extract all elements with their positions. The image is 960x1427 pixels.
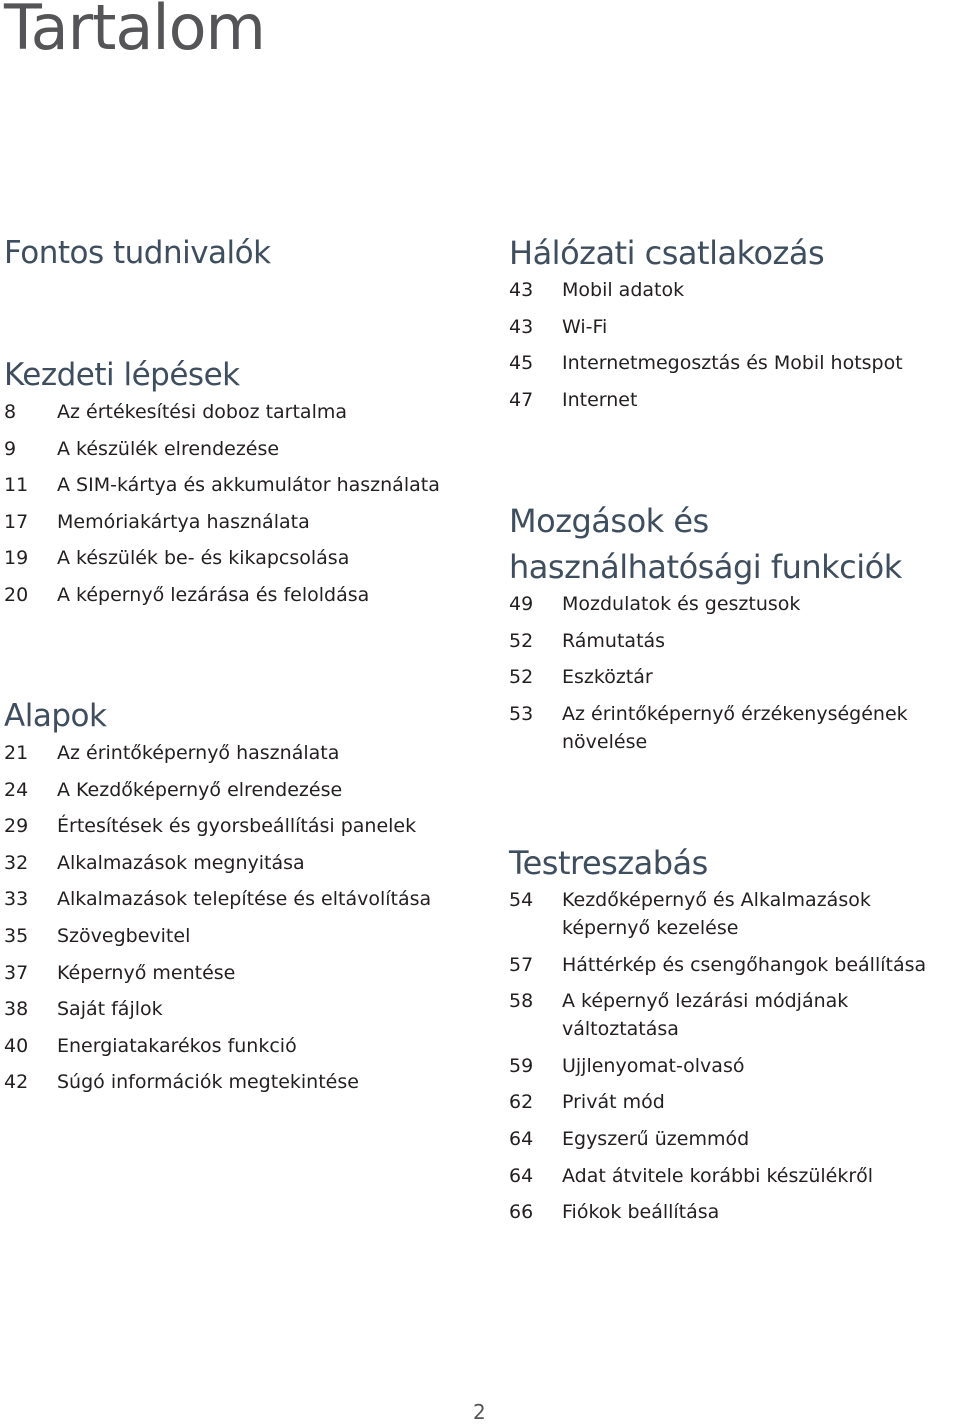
toc-list [509, 590, 960, 756]
toc-entry[interactable] [4, 812, 484, 840]
toc-entry[interactable] [509, 627, 960, 655]
toc-entry-text: A készülék elrendezése [57, 437, 280, 460]
toc-page-number: 49 [509, 593, 534, 615]
section-title[interactable]: Testreszabás [509, 844, 708, 882]
toc-page-number: 53 [509, 702, 534, 725]
toc-entry-text: A SIM-kártya és akkumulátor használata [57, 474, 440, 497]
toc-entry[interactable] [4, 544, 484, 572]
toc-entry-text: Privát mód [562, 1091, 665, 1114]
toc-entry[interactable] [509, 590, 960, 618]
toc-entry[interactable] [509, 276, 960, 304]
toc-entry-text: Súgó információk megtekintése [57, 1071, 359, 1094]
section-title[interactable]: Kezdeti lépések [4, 357, 240, 393]
toc-page-number: 57 [509, 953, 534, 976]
toc-entry[interactable] [509, 663, 960, 691]
section-kezdeti-lepesek [4, 352, 484, 618]
toc-entry-text: Háttérkép és csengőhangok beállítása [562, 953, 927, 976]
toc-entry[interactable] [4, 776, 484, 804]
toc-entry[interactable] [4, 398, 484, 426]
toc-entry-text: Az érintőképernyő használata [57, 742, 340, 764]
section-testreszabas [509, 840, 960, 1235]
toc-entry-text: Energiatakarékos funkció [57, 1034, 297, 1057]
toc-entry-text: Saját fájlok [57, 998, 163, 1021]
toc-entry-text: Internetmegosztás és Mobil hotspot [562, 352, 903, 375]
toc-page-number: 20 [4, 583, 29, 606]
toc-page-number: 8 [4, 401, 17, 423]
section-title[interactable]: Alapok [4, 698, 107, 734]
section-fontos-tudnivalok [4, 230, 484, 276]
toc-entry-text: Az értékesítési doboz tartalma [57, 401, 348, 423]
toc-entry-text: Eszköztár [562, 666, 653, 689]
toc-page-number: 38 [4, 998, 29, 1021]
toc-entry-text: Értesítések és gyorsbeállítási panelek [57, 815, 417, 838]
toc-entry-text: A képernyő lezárása és feloldása [57, 583, 370, 606]
toc-entry[interactable] [4, 959, 484, 987]
toc-entry-text: Alkalmazások telepítése és eltávolítása [57, 888, 432, 911]
toc-entry-text: Wi-Fi [562, 315, 608, 338]
page-title: Tartalom [4, 0, 265, 64]
toc-page-number: 62 [509, 1091, 534, 1114]
toc-entry-text: A készülék be- és kikapcsolása [57, 547, 350, 570]
toc-entry[interactable] [4, 508, 484, 536]
page-number: 2 [473, 1400, 486, 1424]
toc-entry[interactable] [509, 886, 960, 942]
section-title[interactable]: Mozgások és használhatósági funkciók [509, 502, 902, 586]
toc-entry[interactable] [509, 386, 960, 414]
toc-page-number: 42 [4, 1071, 29, 1094]
toc-page-number: 52 [509, 629, 534, 652]
toc-page-number: 47 [509, 388, 534, 411]
toc-entry[interactable] [509, 313, 960, 341]
toc-page-number: 29 [4, 815, 29, 838]
toc-entry[interactable] [4, 885, 484, 913]
toc-entry[interactable] [509, 951, 960, 979]
toc-list [509, 276, 960, 414]
toc-list [4, 739, 484, 1096]
toc-entry-text: Képernyő mentése [57, 961, 236, 984]
toc-entry[interactable] [509, 1162, 960, 1190]
toc-entry[interactable] [509, 1088, 960, 1116]
toc-entry-text: Memóriakártya használata [57, 510, 310, 533]
toc-page-number: 37 [4, 961, 29, 984]
toc-page-number: 45 [509, 352, 534, 375]
toc-entry-text: Ujjlenyomat-olvasó [562, 1054, 745, 1077]
toc-entry[interactable] [4, 1032, 484, 1060]
toc-page-number: 43 [509, 315, 534, 338]
toc-page-number: 54 [509, 889, 534, 911]
toc-entry-text: Alkalmazások megnyitása [57, 851, 305, 874]
toc-page-number: 11 [4, 474, 29, 497]
toc-page-number: 35 [4, 924, 29, 947]
toc-page-number: 24 [4, 778, 29, 801]
toc-entry[interactable] [4, 471, 484, 499]
toc-list [509, 886, 960, 1226]
toc-entry[interactable] [4, 922, 484, 950]
toc-entry-text: Szövegbevitel [57, 924, 191, 947]
section-mozgasok [509, 498, 960, 764]
toc-page-number: 19 [4, 547, 29, 570]
toc-page-number: 40 [4, 1034, 29, 1057]
section-alapok [4, 693, 484, 1105]
toc-page-number: 9 [4, 437, 17, 460]
toc-list [4, 398, 484, 609]
toc-page-number: 59 [509, 1054, 534, 1077]
toc-entry[interactable] [509, 349, 960, 377]
toc-entry[interactable] [509, 987, 960, 1043]
toc-entry-text: Az érintőképernyő érzékenységének növelése [562, 702, 908, 753]
toc-entry[interactable] [509, 1198, 960, 1226]
toc-entry-text: Rámutatás [562, 629, 666, 652]
toc-page-number: 43 [509, 279, 534, 301]
toc-page-number: 21 [4, 742, 29, 764]
toc-page-number: 17 [4, 510, 29, 533]
toc-page-number: 66 [509, 1201, 534, 1224]
section-title[interactable]: Fontos tudnivalók [4, 235, 271, 271]
toc-entry-text: Adat átvitele korábbi készülékről [562, 1164, 874, 1187]
toc-entry[interactable] [509, 1052, 960, 1080]
toc-entry[interactable] [4, 995, 484, 1023]
toc-entry[interactable] [4, 849, 484, 877]
toc-page-number: 32 [4, 851, 29, 874]
toc-page-number: 33 [4, 888, 29, 911]
toc-entry[interactable] [4, 1068, 484, 1096]
toc-entry[interactable] [4, 581, 484, 609]
toc-page-number: 64 [509, 1164, 534, 1187]
section-title[interactable]: Hálózati csatlakozás [509, 234, 825, 272]
toc-entry-text: Egyszerű üzemmód [562, 1127, 750, 1150]
toc-entry-text: A képernyő lezárási módjának változtatása [562, 990, 849, 1041]
toc-entry[interactable] [509, 1125, 960, 1153]
toc-entry-text: Fiókok beállítása [562, 1201, 720, 1224]
toc-entry-text: Kezdőképernyő és Alkalmazások képernyő kezelése [562, 889, 871, 939]
toc-entry[interactable] [509, 700, 960, 756]
toc-entry-text: A Kezdőképernyő elrendezése [57, 778, 343, 801]
toc-entry-text: Mozdulatok és gesztusok [562, 593, 801, 615]
toc-page-number: 58 [509, 990, 534, 1013]
section-halozati-csatlakozas [509, 230, 960, 422]
toc-entry-text: Mobil adatok [562, 279, 685, 301]
toc-page-number: 64 [509, 1127, 534, 1150]
toc-entry-text: Internet [562, 388, 638, 411]
toc-entry[interactable] [4, 739, 484, 767]
toc-page-number: 52 [509, 666, 534, 689]
toc-entry[interactable] [4, 435, 484, 463]
